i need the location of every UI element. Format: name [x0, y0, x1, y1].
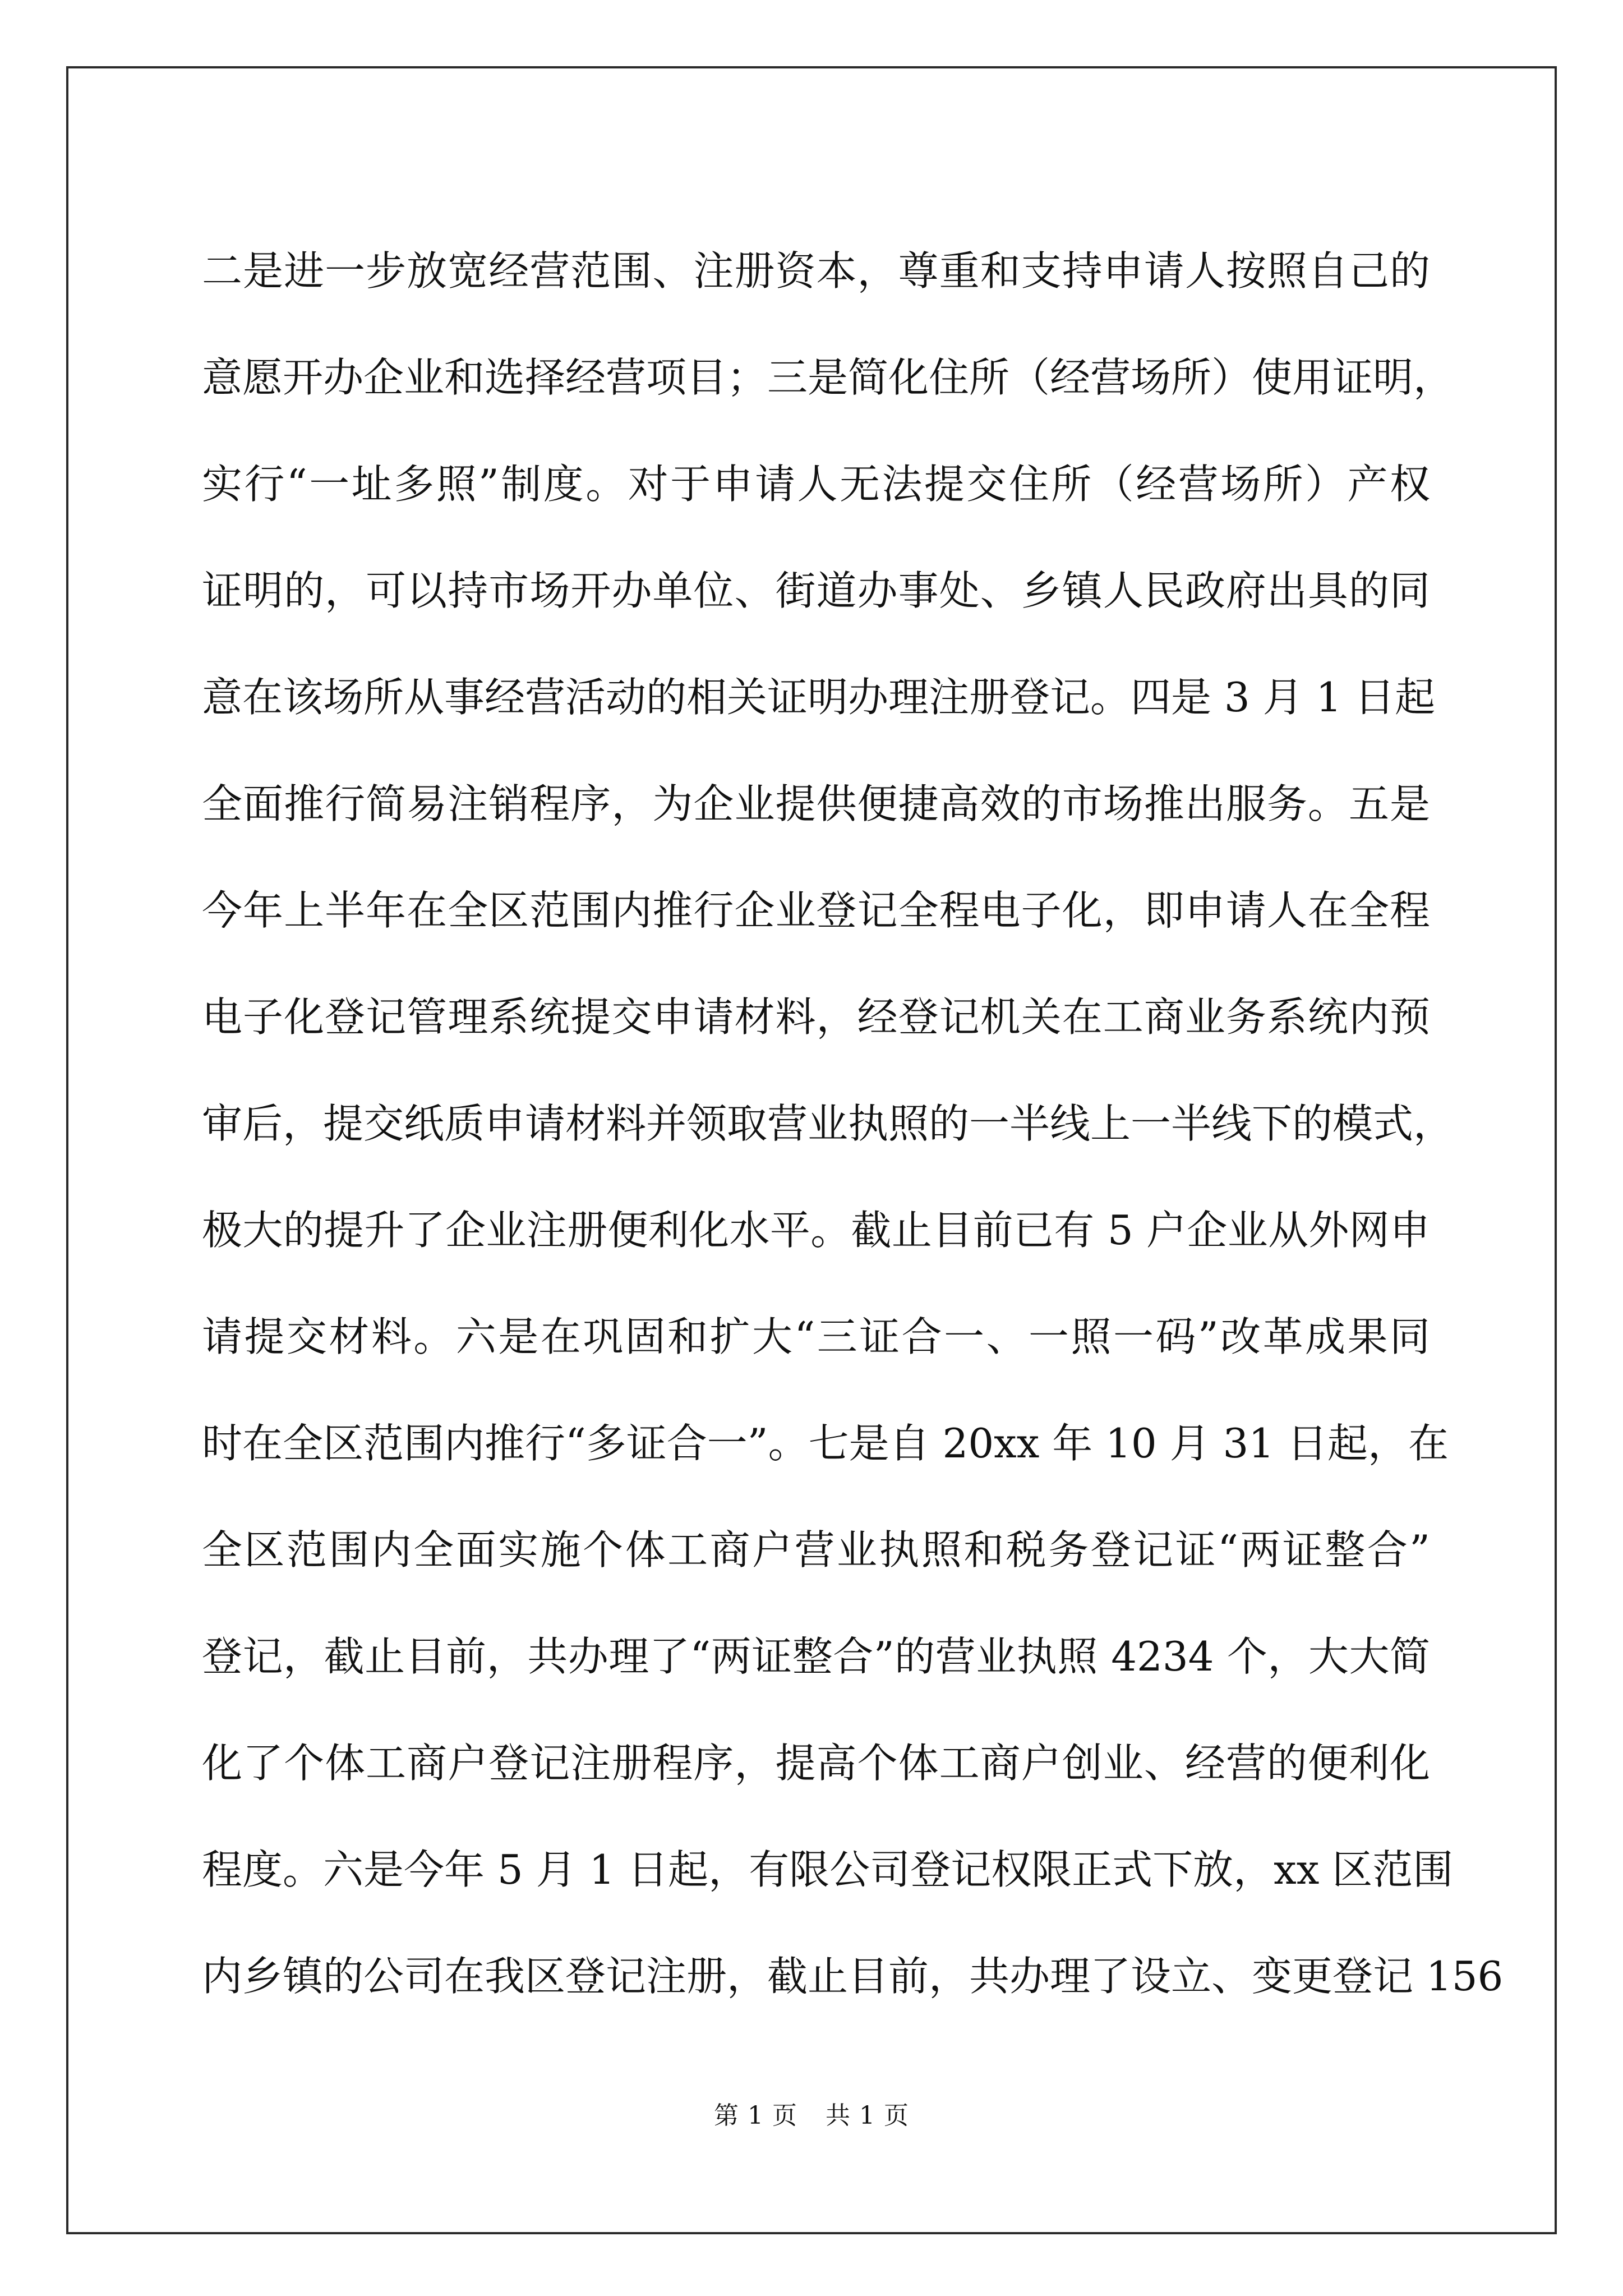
- text-line: 时在全区范围内推行“多证合一”。七是自 20xx 年 10 月 31 日起，在: [202, 1420, 1449, 1467]
- text-line: 实行“一址多照”制度。对于申请人无法提交住所（经营场所）产权: [202, 461, 1430, 508]
- text-line: 审后，提交纸质申请材料并领取营业执照的一半线上一半线下的模式，: [202, 1100, 1454, 1147]
- document-body: [202, 218, 1504, 2030]
- text-line: 意在该场所从事经营活动的相关证明办理注册登记。四是 3 月 1 日起: [202, 674, 1436, 721]
- text-line: 意愿开办企业和选择经营项目；三是简化住所（经营场所）使用证明，: [202, 354, 1454, 401]
- text-line: 请提交材料。六是在巩固和扩大“三证合一、一照一码”改革成果同: [202, 1313, 1430, 1360]
- text-line: 内乡镇的公司在我区登记注册，截止目前，共办理了设立、变更登记 156: [202, 1953, 1504, 2000]
- text-line: 证明的，可以持市场开办单位、街道办事处、乡镇人民政府出具的同: [202, 567, 1430, 614]
- page-footer: [0, 2095, 1623, 2131]
- page-number: 第 1 页: [714, 2101, 797, 2130]
- page-total: 共 1 页: [826, 2101, 909, 2130]
- text-line: 今年上半年在全区范围内推行企业登记全程电子化，即申请人在全程: [202, 887, 1430, 934]
- text-line: 化了个体工商户登记注册程序，提高个体工商户创业、经营的便利化: [202, 1740, 1430, 1787]
- text-line: 登记，截止目前，共办理了“两证整合”的营业执照 4234 个，大大简: [202, 1633, 1430, 1680]
- text-line: 全面推行简易注销程序，为企业提供便捷高效的市场推出服务。五是: [202, 780, 1430, 827]
- text-line: 全区范围内全面实施个体工商户营业执照和税务登记证“两证整合”: [202, 1526, 1430, 1573]
- text-line: 程度。六是今年 5 月 1 日起，有限公司登记权限正式下放，xx 区范围: [202, 1846, 1454, 1893]
- text-line: 电子化登记管理系统提交申请材料，经登记机关在工商业务系统内预: [202, 993, 1430, 1041]
- text-line: 极大的提升了企业注册便利化水平。截止目前已有 5 户企业从外网申: [202, 1207, 1430, 1254]
- text-line: 二是进一步放宽经营范围、注册资本，尊重和支持申请人按照自己的: [202, 247, 1430, 295]
